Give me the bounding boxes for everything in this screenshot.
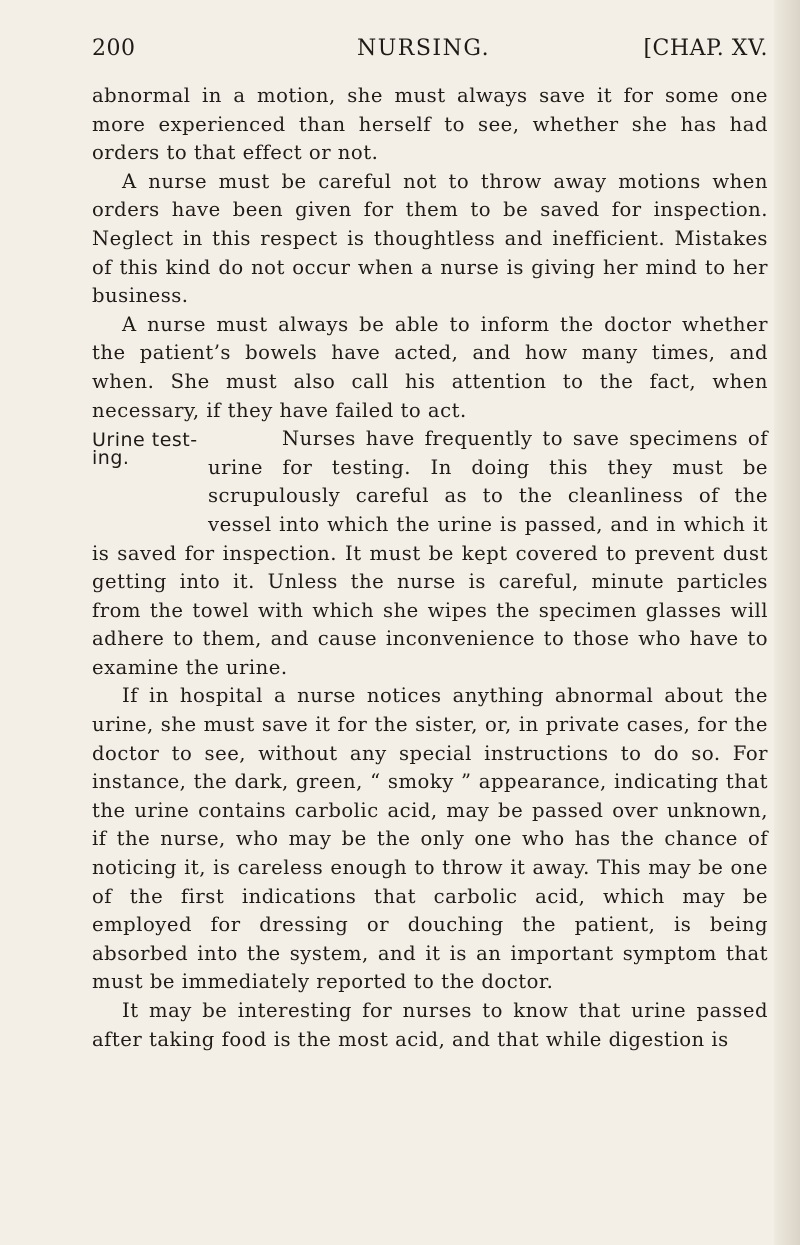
running-title: NURSING. <box>357 36 491 61</box>
body-text <box>92 82 768 1054</box>
running-head <box>92 36 768 76</box>
paragraph-continuation: abnormal in a motion, she must always save it for some one more experienced than herself to see, whether she has had orders to that effect or not. <box>92 84 768 165</box>
paragraph-acidity: It may be interesting for nurses to know that urine passed after taking food is the most acid, and that while digestion is <box>92 999 768 1051</box>
paragraph-motions: A nurse must be careful not to throw away motions when orders have been given for them to be saved for inspection. Neglect in this respect is thoughtless and inefficient. Mistakes of this kind do not occur when a nurse is giving her mind to her business. <box>92 169 768 308</box>
margin-note-urine-testing: Urine test- ing. <box>92 429 198 470</box>
paragraph-urine-testing-text: Nurses have frequently to save specimens of urine for testing. In doing this they must be scrupulously careful as to the cleanliness of the vessel into which the urine is passed, and in which it is saved for inspection. It must be kept covered to prevent dust getting into it. Unless the nurse is careful, minute particles from the towel with which she wipes the specimen glasses will adhere to them, and cause inconvenience to those who have to examine the urine. <box>92 427 768 679</box>
paragraph-bowels: A nurse must always be able to inform the doctor whether the patient’s bowels have acted, and how many times, and when. She must also call his attention to the fact, when necessary, if they have failed to act. <box>92 312 768 422</box>
chapter-reference: [CHAP. XV. <box>643 36 768 61</box>
paragraph-abnormal-urine: If in hospital a nurse notices anything abnormal about the urine, she must save it for the sister, or, in private cases, for the doctor to see, without any special instructions to do so. For instance, the dark, green, “ smoky ” appearance, indicating that the urine contains carbolic acid, may be passed over unknown, if the nurse, who may be the only one who has the chance of noticing it, is careless enough to throw it away. This may be one of the first indications that carbolic acid, which may be employed for dressing or douching the patient, is being absorbed into the system, and it is an important symptom that must be immediately reported to the doctor. <box>92 684 768 994</box>
page-number: 200 <box>92 36 136 61</box>
page-edge-shadow <box>774 0 800 1245</box>
